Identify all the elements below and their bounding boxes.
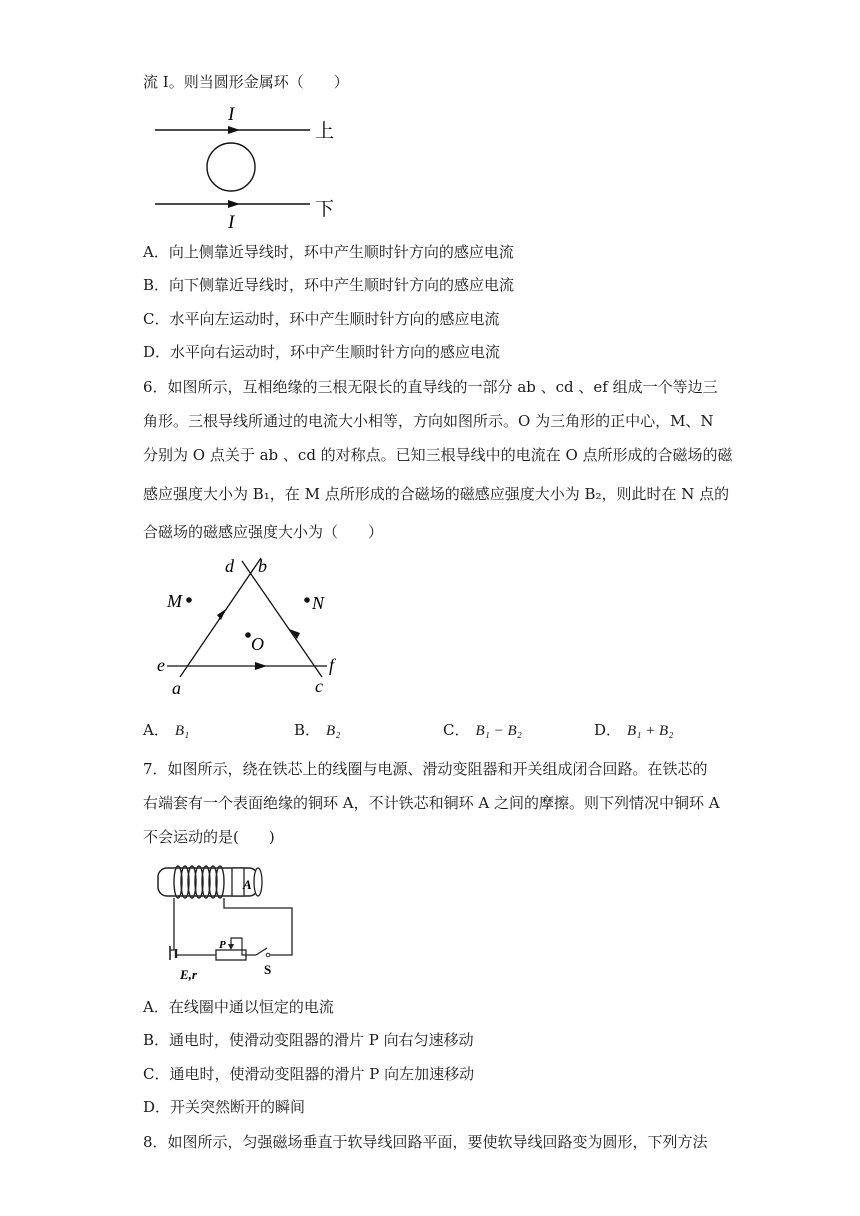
q5-option-d: D．水平向右运动时，环中产生顺时针方向的感应电流 bbox=[143, 343, 501, 361]
point-o-dot bbox=[245, 632, 251, 638]
label-a: a bbox=[172, 678, 181, 698]
q5-stem-tail: 流 I。则当圆形金属环（ ） bbox=[143, 73, 349, 91]
label-m: M bbox=[167, 591, 182, 611]
label-n: N bbox=[312, 593, 325, 613]
bottom-current-label: I bbox=[228, 212, 235, 230]
q6-figure-triangle bbox=[155, 553, 355, 698]
label-ring-a: A bbox=[243, 877, 252, 892]
q6-option-d bbox=[594, 720, 673, 741]
q5-option-a: A．向上侧靠近导线时，环中产生顺时针方向的感应电流 bbox=[143, 243, 514, 261]
q6-option-b-value: B₂ bbox=[326, 723, 341, 739]
switch-s bbox=[256, 948, 267, 955]
q5-option-c: C．水平向左运动时，环中产生顺时针方向的感应电流 bbox=[143, 310, 500, 328]
q6-option-c-value: B₁ − B₂ bbox=[475, 723, 522, 739]
label-battery: E,r bbox=[180, 967, 197, 982]
label-f: f bbox=[329, 655, 335, 675]
q6-option-d-value: B₁ + B₂ bbox=[627, 723, 674, 739]
q5-option-b: B．向下侧靠近导线时，环中产生顺时针方向的感应电流 bbox=[143, 276, 515, 294]
label-switch-s: S bbox=[264, 962, 272, 977]
slider-p bbox=[228, 944, 234, 950]
wire-left bbox=[170, 898, 174, 950]
q6-line-4: 感应强度大小为 B₁，在 M 点所形成的合磁场的磁感应强度大小为 B₂，则此时在 N 点的 bbox=[143, 485, 730, 503]
q6-option-b-letter: B． bbox=[294, 721, 321, 739]
label-c: c bbox=[315, 676, 323, 696]
q6-option-c bbox=[443, 720, 522, 741]
q6-option-d-letter: D． bbox=[594, 721, 622, 739]
q6-option-a-value: B₁ bbox=[174, 723, 190, 739]
top-current-label: I bbox=[228, 104, 235, 125]
q6-line-1: 6．如图所示，互相绝缘的三根无限长的直导线的一部分 ab 、cd 、ef 组成一个等边三 bbox=[143, 378, 718, 396]
bottom-current-arrow bbox=[228, 200, 240, 208]
point-n-dot bbox=[304, 597, 310, 603]
label-e: e bbox=[157, 655, 165, 675]
label-d: d bbox=[225, 556, 234, 576]
top-label: 上 bbox=[315, 121, 335, 142]
q7-line-3: 不会运动的是( ) bbox=[143, 828, 275, 846]
switch-contact bbox=[266, 953, 270, 957]
q5-figure-parallel-wires bbox=[150, 100, 350, 230]
q6-option-b bbox=[294, 720, 340, 741]
ef-arrow bbox=[255, 662, 267, 670]
wire-cd bbox=[242, 561, 322, 677]
q7-figure-circuit bbox=[152, 860, 302, 985]
q6-line-5: 合磁场的磁感应强度大小为（ ） bbox=[143, 523, 384, 541]
q6-option-c-letter: C． bbox=[443, 721, 470, 739]
core-end bbox=[254, 868, 262, 896]
top-current-arrow bbox=[228, 126, 240, 134]
bottom-label: 下 bbox=[315, 199, 335, 220]
q7-option-c: C．通电时，使滑动变阻器的滑片 P 向左加速移动 bbox=[143, 1065, 475, 1083]
q7-option-b: B．通电时，使滑动变阻器的滑片 P 向右匀速移动 bbox=[143, 1031, 474, 1049]
point-m-dot bbox=[186, 597, 192, 603]
q8-line-1: 8．如图所示，匀强磁场垂直于软导线回路平面，要使软导线回路变为圆形，下列方法 bbox=[143, 1133, 708, 1151]
ab-arrow bbox=[217, 609, 226, 620]
wire-right bbox=[224, 898, 292, 955]
q6-line-2: 角形。三根导线所通过的电流大小相等，方向如图所示。O 为三角形的正中心，M、N bbox=[143, 412, 714, 430]
label-b: b bbox=[258, 556, 267, 576]
q6-option-a bbox=[143, 720, 189, 741]
q6-option-a-letter: A． bbox=[143, 721, 169, 739]
q7-line-2: 右端套有一个表面绝缘的铜环 A，不计铁芯和铜环 A 之间的摩擦。则下列情况中铜环 A bbox=[143, 794, 720, 812]
metal-ring bbox=[207, 143, 255, 191]
q7-option-d: D．开关突然断开的瞬间 bbox=[143, 1098, 306, 1116]
q7-line-1: 7．如图所示，绕在铁芯上的线圈与电源、滑动变阻器和开关组成闭合回路。在铁芯的 bbox=[143, 760, 708, 778]
label-o: O bbox=[251, 634, 264, 654]
label-slider-p: P bbox=[219, 939, 226, 951]
q7-option-a: A．在线圈中通以恒定的电流 bbox=[143, 998, 334, 1016]
q6-line-3: 分别为 O 点关于 ab 、cd 的对称点。已知三根导线中的电流在 O 点所形成的合磁场的磁 bbox=[143, 446, 733, 464]
